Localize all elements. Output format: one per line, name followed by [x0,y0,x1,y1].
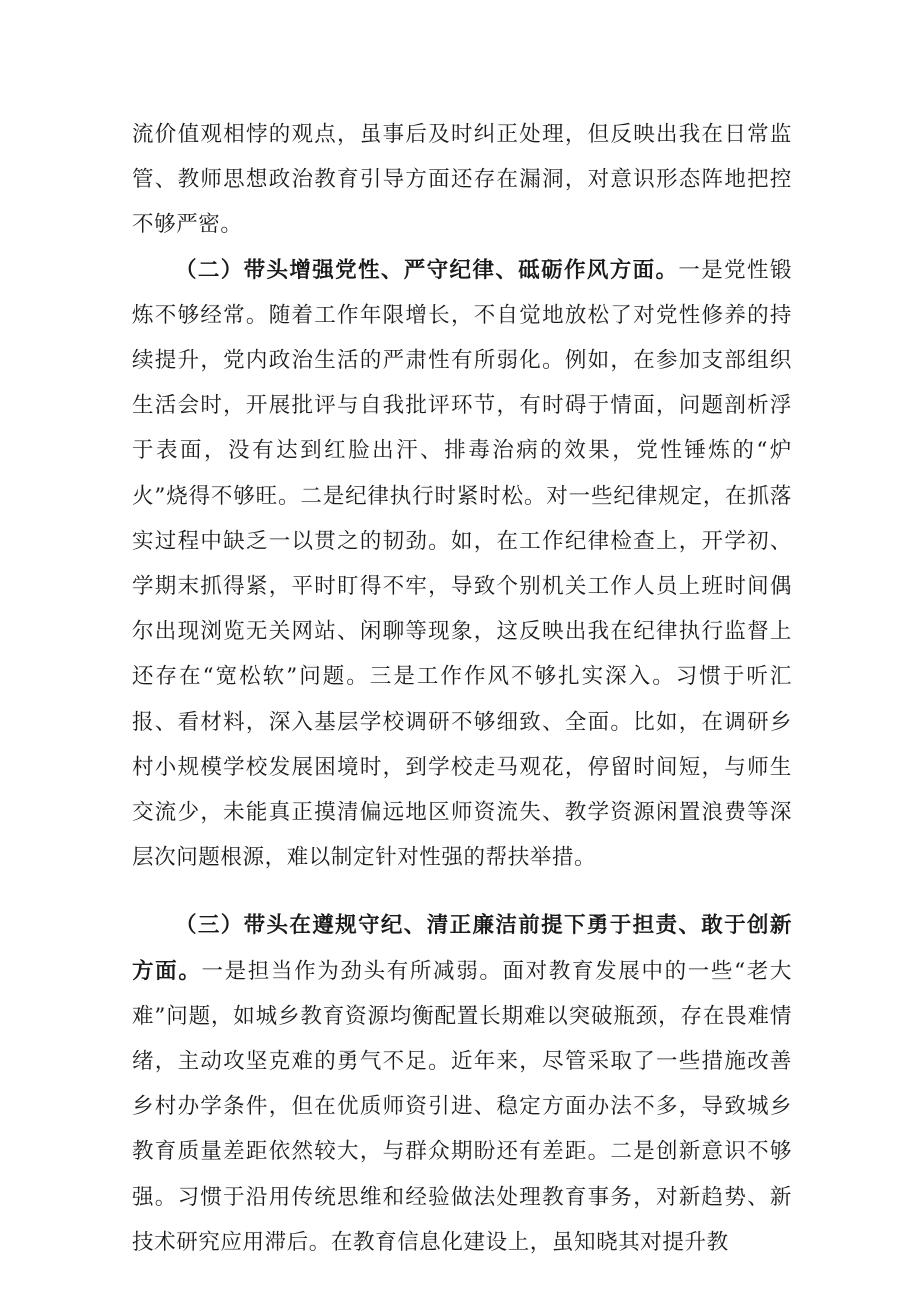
paragraph-gap [132,880,792,903]
section-two-paragraph [132,248,792,881]
document-body [132,112,792,1265]
section-two-body: 一是党性锻炼不够经常。随着工作年限增长，不自觉地放松了对党性修养的持续提升，党内政治生活的严肃性有所弱化。例如，在参加支部组织生活会时，开展批评与自我批评环节，有时碍于情面，问题剖析浮于表面，没有达到红脸出汗、排毒治病的效果，党性锤炼的“炉火”烧得不够旺。二是纪律执行时紧时松。对一些纪律规定，在抓落实过程中缺乏一以贯之的韧劲。如，在工作纪律检查上，开学初、学期末抓得紧，平时盯得不牢，导致个别机关工作人员上班时间偶尔出现浏览无关网站、闲聊等现象，这反映出我在纪律执行监督上还存在“宽松软”问题。三是工作作风不够扎实深入。习惯于听汇报、看材料，深入基层学校调研不够细致、全面。比如，在调研乡村小规模学校发展困境时，到学校走马观花，停留时间短，与师生交流少，未能真正摸清偏远地区师资流失、教学资源闲置浪费等深层次问题根源，难以制定针对性强的帮扶举措。 [132,257,792,871]
section-three-paragraph [132,903,792,1265]
section-three-body: 一是担当作为劲头有所减弱。面对教育发展中的一些“老大难”问题，如城乡教育资源均衡配置长期难以突破瓶颈，存在畏难情绪，主动攻坚克难的勇气不足。近年来，尽管采取了一些措施改善乡村办学条件，但在优质师资引进、稳定方面办法不多，导致城乡教育质量差距依然较大，与群众期盼还有差距。二是创新意识不够强。习惯于沿用传统思维和经验做法处理教育事务，对新趋势、新技术研究应用滞后。在教育信息化建设上，虽知晓其对提升教 [132,958,792,1255]
section-two-heading: （二）带头增强党性、严守纪律、砥砺作风方面。 [175,257,679,283]
paragraph-continuation: 流价值观相悖的观点，虽事后及时纠正处理，但反映出我在日常监管、教师思想政治教育引导方面还存在漏洞，对意识形态阵地把控不够严密。 [132,122,792,238]
section-three-heading: （三）带头在遵规守纪、清正廉洁前提下勇于担责、敢于创新方面。 [132,913,792,984]
